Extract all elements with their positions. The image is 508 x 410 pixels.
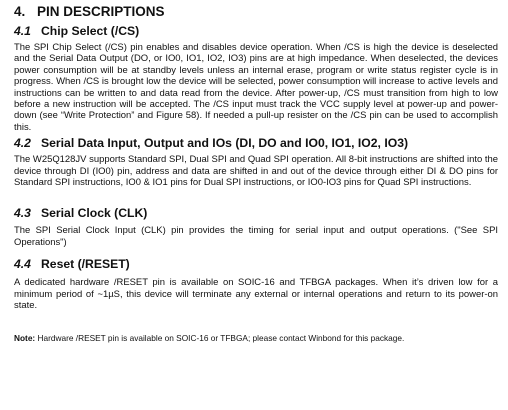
subsection-number: 4.4 [14,257,31,272]
section-title: PIN DESCRIPTIONS [37,4,165,19]
note-label: Note: [14,332,36,343]
paragraph-chip-select: The SPI Chip Select (/CS) pin enables and disables device operation. When /CS is high the device is deselected and the Serial Data Output (DO, or IO0, IO1, IO2, IO3) pins are at high impedance. When deselected, the devices power consumption will be at standby levels unless an internal erase, program or write status register cycle is in progress. When /CS is brought low the device will be selected, power consumption will increase to active levels and instructions can be written to and data read from the device. After power-up, /CS must transition from high to low before a new instruction will be accepted. The /CS input must track the VCC supply level at power-up and power-down (see “Write Protection” and Figure 58). If needed a pull-up resister on the /CS pin can be used to accomplish this. [14,42,498,133]
subsection-heading-reset [14,257,498,271]
subsection-title: Serial Data Input, Output and IOs (DI, DO and IO0, IO1, IO2, IO3) [41,136,409,151]
note-text: Hardware /RESET pin is available on SOIC-16 or TFBGA; please contact Winbond for this package. [37,332,405,343]
subsection-heading-chip-select [14,24,498,38]
subsection-number: 4.3 [14,206,31,221]
paragraph-reset: A dedicated hardware /RESET pin is available on SOIC-16 and TFBGA packages. When it’s driven low for a minimum period of ~1µS, this device will terminate any external or internal operations and return to its power-on state. [14,277,498,312]
subsection-title: Chip Select (/CS) [41,24,140,38]
subsection-heading-serial-clock [14,206,498,220]
subsection-number: 4.2 [14,136,31,151]
subsection-number: 4.1 [14,24,31,38]
section-heading [14,4,498,19]
subsection-title: Reset (/RESET) [41,257,130,272]
subsection-heading-serial-data [14,136,498,150]
paragraph-serial-data: The W25Q128JV supports Standard SPI, Dual SPI and Quad SPI operation. All 8-bit instructions are shifted into the device through DI (IO0) pin, address and data are shifted in and out of the device through either DI & DO pins for Standard SPI instructions, IO0 & IO1 pins for Dual SPI instructions, or IO0-IO3 pins for Quad SPI instructions. [14,154,498,189]
paragraph-serial-clock: The SPI Serial Clock Input (CLK) pin provides the timing for serial input and output operations. ("See SPI Operations") [14,225,498,248]
section-number: 4. [14,4,26,19]
document-page [14,4,498,343]
footnote [14,333,498,343]
subsection-title: Serial Clock (CLK) [41,206,148,221]
